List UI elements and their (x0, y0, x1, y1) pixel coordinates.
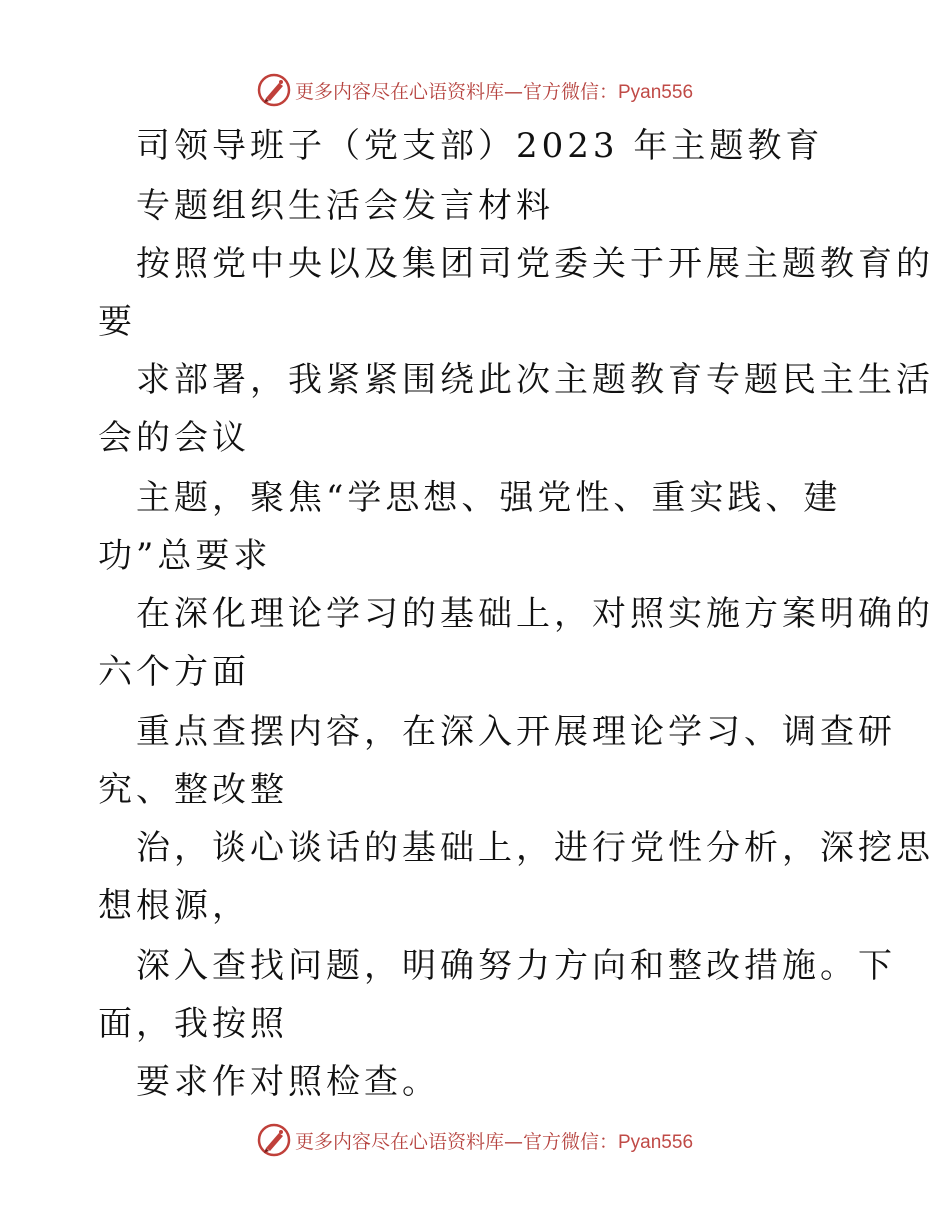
watermark-main-text: 更多内容尽在心语资料库 (294, 1130, 504, 1153)
paragraph-line: 在深化理论学习的基础上，对照实施方案明确的 (136, 594, 934, 634)
paragraph-line: 究、整改整 (98, 770, 288, 810)
paragraph-line: 六个方面 (98, 652, 250, 692)
paragraph-line: 面，我按照 (98, 1004, 288, 1044)
paragraph-line: 会的会议 (98, 418, 250, 458)
paragraph-line: 要求作对照检查。 (136, 1062, 440, 1102)
pen-logo-icon (257, 1123, 291, 1157)
paragraph-line: 求部署，我紧紧围绕此次主题教育专题民主生活 (136, 360, 934, 400)
paragraph-line: 主题，聚焦“学思想、强党性、重实践、建 (136, 478, 842, 518)
watermark-main-text: 更多内容尽在心语资料库 (294, 80, 504, 103)
watermark-wechat-id: Pyan556 (618, 1131, 694, 1153)
header-watermark (0, 70, 950, 110)
watermark-wechat-label: 官方微信： (522, 1130, 618, 1153)
document-title-line-1: 司领导班子（党支部）2023 年主题教育 (136, 126, 824, 166)
paragraph-line: 深入查找问题，明确努力方向和整改措施。下 (136, 946, 896, 986)
watermark-text (295, 1127, 693, 1154)
paragraph-line: 重点查摆内容，在深入开展理论学习、调查研 (136, 712, 896, 752)
paragraph-line: 按照党中央以及集团司党委关于开展主题教育的 (136, 244, 934, 284)
footer-watermark (0, 1120, 950, 1160)
pen-logo-icon (257, 73, 291, 107)
watermark-separator: — (503, 80, 523, 103)
paragraph-line: 治，谈心谈话的基础上，进行党性分析，深挖思 (136, 828, 934, 868)
watermark-wechat-label: 官方微信： (522, 80, 618, 103)
document-title-line-2: 专题组织生活会发言材料 (136, 186, 554, 226)
watermark-wechat-id: Pyan556 (618, 81, 694, 103)
paragraph-line: 要 (98, 302, 136, 342)
paragraph-line: 功”总要求 (98, 536, 272, 576)
watermark-separator: — (503, 1130, 523, 1153)
watermark-text (295, 77, 693, 104)
paragraph-line: 想根源， (98, 886, 250, 926)
